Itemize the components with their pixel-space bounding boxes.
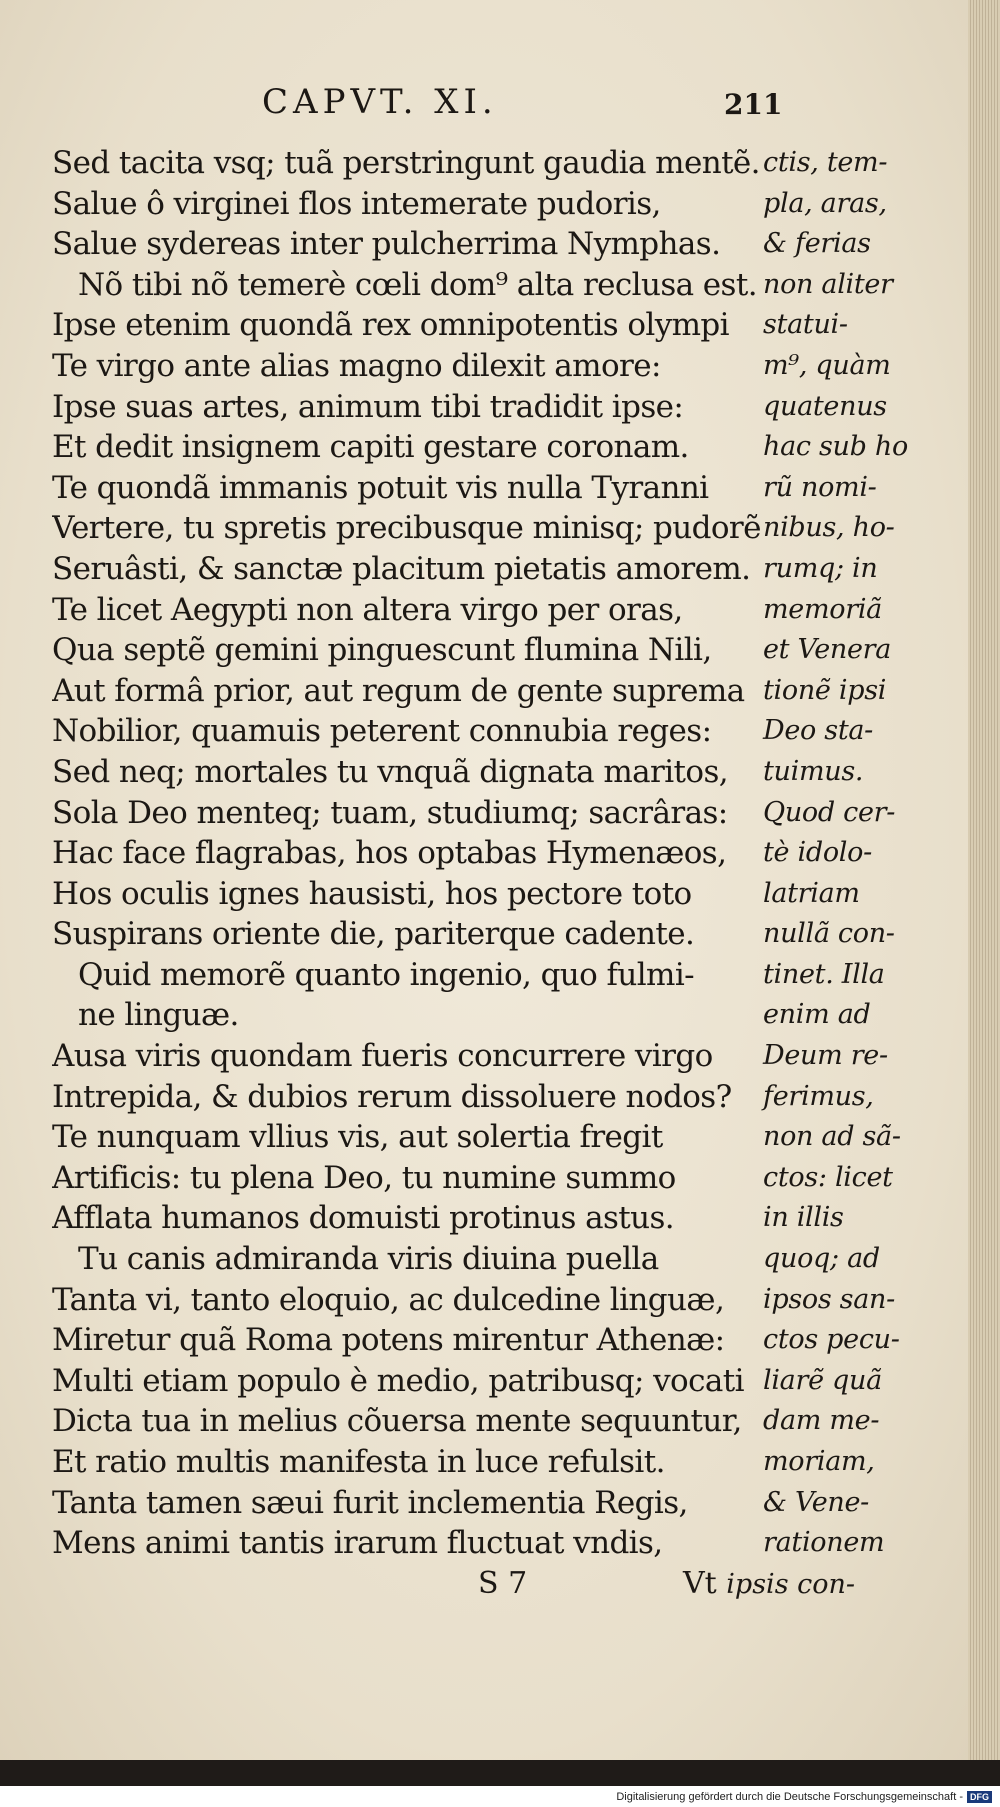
verse-line: Miretur quã Roma potens mirentur Athenæ: — [52, 1322, 725, 1359]
margin-note-line: in illis — [763, 1202, 844, 1234]
running-head: CAPVT. XI. — [262, 82, 498, 122]
footer-credit: Digitalisierung gefördert durch die Deutsche Forschungsgemeinschaft - — [616, 1790, 963, 1803]
verse-line: Tanta tamen sæui furit inclementia Regis, — [52, 1484, 688, 1521]
verse-line: Te quondã immanis potuit vis nulla Tyranni — [52, 469, 709, 506]
verse-line: Aut formâ prior, aut regum de gente suprema — [52, 672, 745, 709]
verse-line: Et ratio multis manifesta in luce refulsit. — [52, 1444, 665, 1480]
verse-line: Qua septẽ gemini pinguescunt flumina Nili, — [52, 632, 712, 669]
margin-note-line: et Venera — [763, 634, 892, 666]
verse-line: Salue ô virginei flos intemerate pudoris, — [52, 185, 661, 222]
verse-line: Seruâsti, & sanctæ placitum pietatis amorem. — [52, 550, 751, 587]
verse-line: Nobilior, quamuis peterent connubia reges: — [52, 713, 712, 750]
verse-line: Ipse suas artes, animum tibi tradidit ipse: — [52, 388, 684, 425]
margin-note-line: pla, aras, — [763, 187, 887, 219]
catchline — [478, 1566, 938, 1610]
verse-column — [52, 143, 772, 1564]
verse-line: Vertere, tu spretis precibusque minisq; pudorẽ — [52, 510, 761, 547]
verse-line: Ipse etenim quondã rex omnipotentis olympi — [52, 307, 729, 344]
verse-line: Quid memorẽ quanto ingenio, quo fulmi- — [78, 956, 695, 993]
dfg-logo: DFG — [967, 1791, 992, 1803]
margin-note-line: Deum re- — [763, 1040, 888, 1072]
verse-line: Intrepida, & dubios rerum dissoluere nodos? — [52, 1078, 732, 1115]
verse-line: Te nunquam vllius vis, aut solertia fregit — [52, 1119, 663, 1156]
verse-line: Te licet Aegypti non altera virgo per oras, — [52, 591, 683, 628]
margin-note-line: memoriã — [763, 593, 882, 625]
margin-note-line: & ferias — [763, 228, 871, 260]
margin-note-line: quoq; ad — [763, 1243, 880, 1275]
verse-line: Sed tacita vsq; tuã perstringunt gaudia mentẽ. — [52, 145, 760, 181]
margin-note-line: m⁹, quàm — [763, 349, 891, 381]
verse-line: Nõ tibi nõ temerè cœli dom⁹ alta reclusa est. — [78, 266, 757, 303]
margin-note-line: quatenus — [763, 390, 887, 422]
verse-line: Artificis: tu plena Deo, tu numine summo — [52, 1159, 676, 1196]
verse-line: Hac face flagrabas, hos optabas Hymenæos, — [52, 835, 727, 872]
page-edge — [968, 0, 1000, 1760]
verse-line: Tanta vi, tanto eloquio, ac dulcedine linguæ, — [52, 1281, 725, 1318]
verse-line: Mens animi tantis irarum fluctuat vndis, — [52, 1525, 663, 1562]
margin-note-line: ctos: licet — [763, 1161, 893, 1193]
verse-line: Salue sydereas inter pulcherrima Nymphas. — [52, 226, 721, 263]
margin-note-line: ipsos san- — [763, 1283, 895, 1315]
verse-line: ne linguæ. — [78, 997, 239, 1034]
margin-note-line: rationem — [763, 1527, 885, 1559]
margin-note-line: rumq; in — [763, 552, 878, 584]
verse-line: Sed neq; mortales tu vnquã dignata maritos, — [52, 753, 729, 790]
margin-note-line: tuimus. — [763, 755, 864, 787]
margin-note-line: moriam, — [763, 1446, 875, 1477]
signature-mark: S 7 — [478, 1566, 528, 1601]
margin-note-line: hac sub ho — [763, 431, 908, 463]
margin-note-line: Quod cer- — [763, 796, 896, 828]
margin-note-line: non ad sã- — [763, 1121, 901, 1153]
verse-line: Te virgo ante alias magno dilexit amore: — [52, 347, 661, 384]
margin-note-line: tionẽ ipsi — [763, 674, 887, 706]
margin-note-line: dam me- — [763, 1405, 880, 1437]
margin-note-line: ferimus, — [763, 1080, 874, 1112]
verse-line: Multi etiam populo è medio, patribusq; vocati — [52, 1362, 744, 1399]
verse-line: Tu canis admiranda viris diuina puella — [78, 1241, 659, 1278]
margin-note-line: tinet. Illa — [763, 958, 885, 990]
margin-note-line: nibus, ho- — [763, 512, 895, 544]
catchword-roman: Vt — [683, 1566, 717, 1601]
margin-note-line: rũ nomi- — [763, 471, 877, 503]
verse-line: Dicta tua in melius cõuersa mente sequuntur, — [52, 1403, 742, 1440]
margin-note-line: statui- — [763, 309, 848, 341]
margin-note-line: tè idolo- — [763, 837, 872, 869]
catchword — [683, 1566, 855, 1601]
margin-note-line: latriam — [763, 877, 860, 909]
verse-line: Ausa viris quondam fueris concurrere virgo — [52, 1038, 713, 1075]
margin-note-line: liarẽ quã — [763, 1364, 882, 1396]
margin-note-line: enim ad — [763, 999, 871, 1031]
catchword-italic: ipsis con- — [726, 1569, 856, 1600]
margin-note-line: & Vene- — [763, 1486, 870, 1518]
margin-note-line: ctis, tem- — [763, 147, 888, 178]
margin-note-line: Deo sta- — [763, 715, 873, 747]
digitization-footer — [0, 1786, 1000, 1807]
verse-line: Sola Deo menteq; tuam, studiumq; sacrâras: — [52, 794, 728, 831]
verse-line: Hos oculis ignes hausisti, hos pectore toto — [52, 875, 692, 912]
verse-line: Afflata humanos domuisti protinus astus. — [52, 1200, 675, 1237]
margin-note-line: ctos pecu- — [763, 1324, 900, 1356]
margin-note-line: nullã con- — [763, 918, 895, 950]
page-header — [262, 82, 782, 126]
page-number: 211 — [724, 88, 783, 121]
margin-note — [763, 143, 963, 1564]
margin-note-line: non aliter — [763, 268, 893, 300]
verse-line: Suspirans oriente die, pariterque cadente. — [52, 916, 695, 953]
verse-line: Et dedit insignem capiti gestare coronam. — [52, 429, 689, 466]
